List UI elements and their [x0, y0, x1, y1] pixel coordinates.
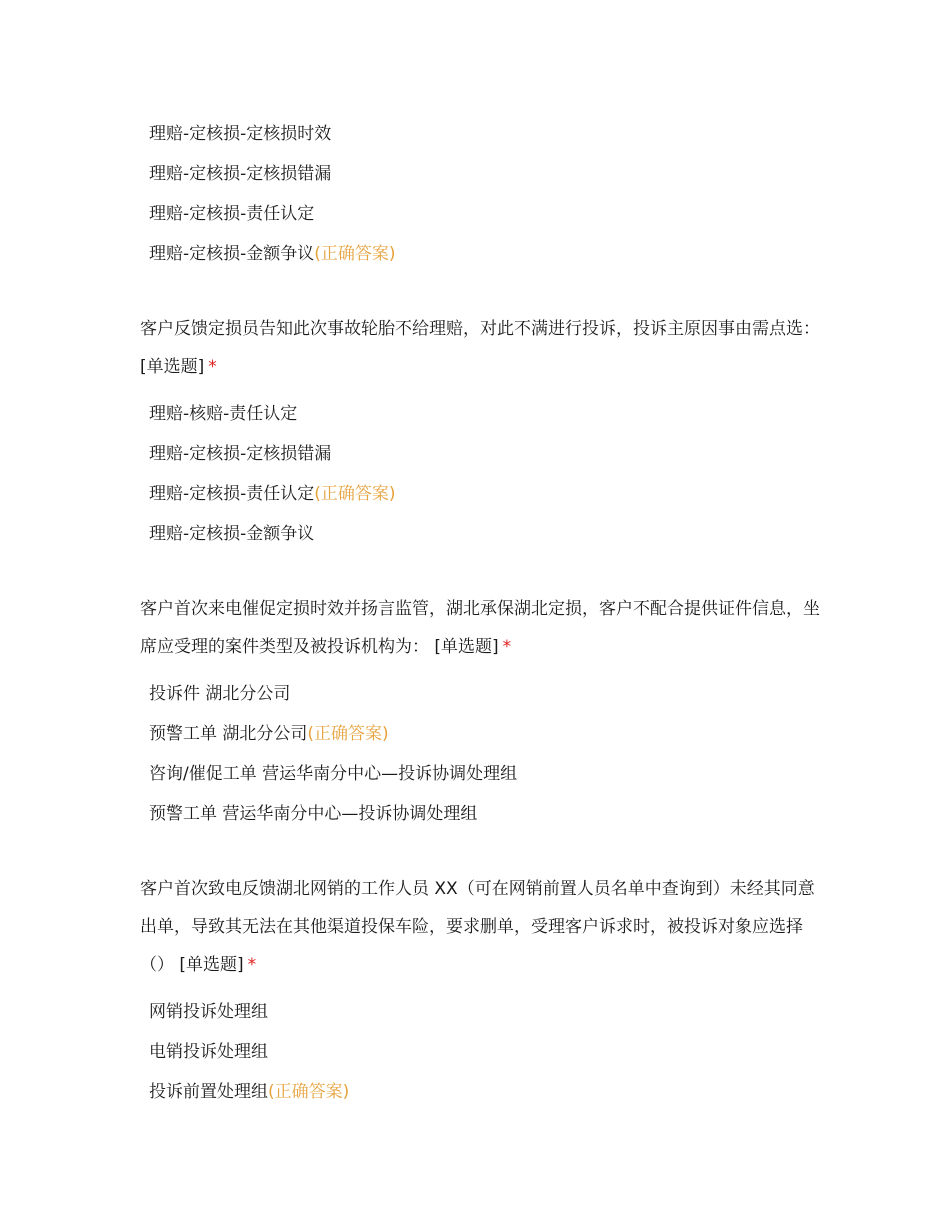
- option-1-3[interactable]: 理赔-定核损-金额争议: [149, 524, 315, 544]
- question-type-tag: [单选题]: [434, 637, 499, 657]
- question-block-3: [0, 870, 950, 1112]
- option-2-3[interactable]: 预警工单 营运华南分中心—投诉协调处理组: [149, 804, 478, 824]
- option-list: [149, 114, 950, 274]
- option-3-0[interactable]: 网销投诉处理组: [149, 1002, 268, 1022]
- option-3-2[interactable]: 投诉前置处理组(正确答案): [149, 1082, 350, 1102]
- option-list: [149, 394, 950, 554]
- required-mark: *: [208, 357, 217, 377]
- option-1-1[interactable]: 理赔-定核损-定核损错漏: [149, 444, 332, 464]
- correct-answer-label: (正确答案): [314, 244, 396, 264]
- option-3-1[interactable]: 电销投诉处理组: [149, 1042, 268, 1062]
- option-1-0[interactable]: 理赔-核赔-责任认定: [149, 404, 298, 424]
- option-2-0[interactable]: 投诉件 湖北分公司: [149, 684, 291, 704]
- required-mark: *: [502, 637, 512, 657]
- correct-answer-label: (正确答案): [268, 1082, 350, 1102]
- option-0-1[interactable]: 理赔-定核损-定核损错漏: [149, 164, 332, 184]
- question-text: 客户首次致电反馈湖北网销的工作人员 XX（可在网销前置人员名单中查询到）未经其同意出单，导致其无法在其他渠道投保车险，要求删单，受理客户诉求时，被投诉对象应选择（） [单选题] *: [140, 879, 815, 975]
- question-block-0: [0, 114, 950, 274]
- option-list: [149, 992, 950, 1112]
- question-type-tag: [单选题]: [140, 357, 205, 377]
- option-0-2[interactable]: 理赔-定核损-责任认定: [149, 204, 315, 224]
- correct-answer-label: (正确答案): [314, 484, 396, 504]
- required-mark: *: [247, 955, 257, 975]
- option-2-2[interactable]: 咨询/催促工单 营运华南分中心—投诉协调处理组: [149, 764, 518, 784]
- question-block-2: [0, 590, 950, 834]
- question-type-tag: [单选题]: [179, 955, 244, 975]
- option-1-2[interactable]: 理赔-定核损-责任认定(正确答案): [149, 484, 396, 504]
- option-0-0[interactable]: 理赔-定核损-定核损时效: [149, 124, 332, 144]
- question-block-1: [0, 310, 950, 554]
- option-list: [149, 674, 950, 834]
- question-text: 客户首次来电催促定损时效并扬言监管，湖北承保湖北定损，客户不配合提供证件信息，坐席应受理的案件类型及被投诉机构为： [单选题] *: [140, 599, 820, 657]
- correct-answer-label: (正确答案): [307, 724, 389, 744]
- option-0-3[interactable]: 理赔-定核损-金额争议(正确答案): [149, 244, 396, 264]
- question-text: 客户反馈定损员告知此次事故轮胎不给理赔，对此不满进行投诉，投诉主原因事由需点选： [单选题] *: [140, 319, 820, 377]
- option-2-1[interactable]: 预警工单 湖北分公司(正确答案): [149, 724, 389, 744]
